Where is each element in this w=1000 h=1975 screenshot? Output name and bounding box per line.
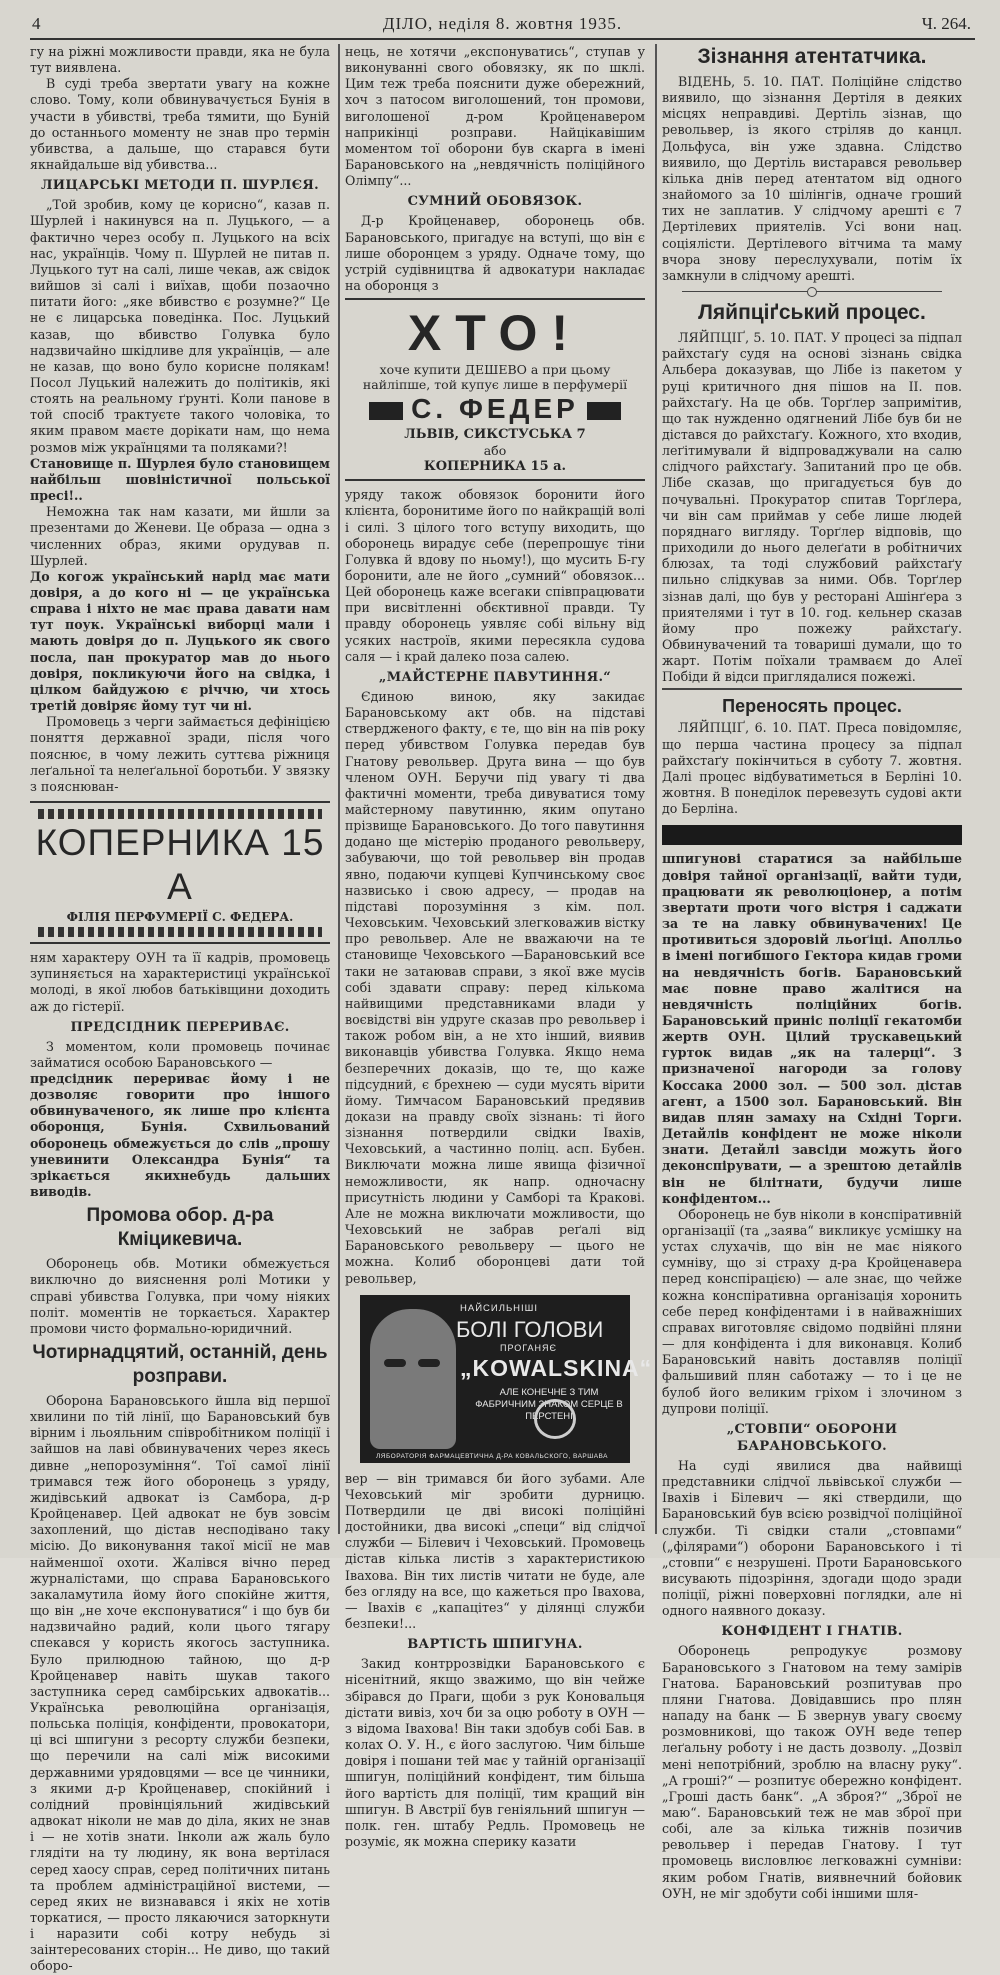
ad-text: АЛЕ КОНЕЧНЕ З ТИМ ФАБРИЧНИМ ЗНАКОМ СЕРЦЕ В ПЕРСТЕНІ — [475, 1386, 623, 1422]
column-1 — [30, 44, 330, 1974]
page-header — [30, 12, 975, 40]
paragraph: Оборонець репродукує розмову Барановського з Гнатовом на тему замірів Гнатова. Барановський розпитував про пляни Гнатова. Довідавшись про плян нападу на банк — Б звернув увагу своєму розмовникові, що також ОУН веде тепер леґальну роботу і не дасть дозволу. „Дозвіл мені непотрібний, зроблю на власну руку“. „А гроші?“ — розпитує обережно конфідент. „Гроші дасть банк“. „А зброя?“ „Зброї не маю“. Барановський теж не мав зброї при собі, але за кілька тижнів позичив револьвер і передав Гнатову. І тут промовець висловлює легковажні сумніви: яким робом Гнатів, виявнечний бойовик ОУН, не міг здобути собі іншими шля- — [662, 1643, 962, 1901]
article-heading: Переносять процес. — [722, 696, 902, 717]
advertisement-kowalskina — [360, 1295, 653, 1463]
column-3 — [662, 44, 962, 1901]
ad-address: КОПЕРНИКА 15 а. — [423, 459, 567, 475]
ad-text: ПРОГАНЯЄ — [500, 1342, 558, 1353]
black-bar-divider — [662, 825, 962, 845]
issue-number: Ч. 264. — [921, 14, 971, 33]
advertisement-kopernika — [30, 801, 330, 944]
page-number: 4 — [32, 14, 41, 33]
section-heading: СУМНИЙ ОБОВЯЗОК. — [407, 194, 583, 210]
section-heading: ВАРТІСТЬ ШПИГУНА. — [407, 1637, 583, 1653]
paragraph-bold: шпигунові старатися за найбільше довіря тайної організації, вайти туди, працювати як революціонер, а потім звертати проти чого вістря і саджати за те на лавку обвинувачених! Це противиться здоровій льоґіці. Аполльо в імені погибшого Гектора кидав громи на невдячність богів. Барановський має повне право жалітися на невдячність поліційних богів. Барановський приніс поліції гекатомби жертв ОУН. Цілий трускавецький гурток видав „як на талерці“. З призначеної нагороди за голову Коссака 2000 зол. — 500 зол. дістав агент, а 1500 зол. Барановський. Він видав плян замаху на Східні Торги. Детайлів конфідент не може ніколи знати. Детайлі завсіди можуть його деконспірувати, — а зрештою детайлів він не білітнати, будучи лише конфідентом... — [662, 851, 962, 1206]
paragraph: уряду також обовязок боронити його клієнта, боронитиме його по найкращій волі і силі. З цілого того вступу виходить, що оборонець вирадує себе (перепрошує тіни Голувка й вдову по ньому!), що мусить Б-гу боронити, але не його „сумний“ обовязок... Цей оборонець каже всегаки співпрацювати при висвітленні обєктивної правди. Ту правду оборонець уявляє собі вільну від усяких настроїв, якими пересякла судова саля — і край далеко поза салею. — [345, 487, 645, 664]
paragraph: нець, не хотячи „експонуватись“, ступав у виконуванні свого обовязку, як по шклі. Цим теж треба пояснити дуже обережний, хоч з патосом виголошений, тон промови, виголошеної д-ром Кройценавером наприкінці розправи. Найцікавішим моментом тої оборони був скарга в імені Барановського на „невдячність поліційного Олімпу“... — [345, 44, 645, 189]
ad-brand-name: С. ФЕДЕР — [411, 393, 579, 425]
column-2 — [345, 44, 653, 1849]
section-heading: „МАЙСТЕРНЕ ПАВУТИННЯ.“ — [378, 669, 612, 685]
section-heading: „СТОВПИ“ ОБОРОНИ БАРАНОВСЬКОГО. — [726, 1421, 898, 1454]
ad-headline: КОПЕРНИКА 15 А — [35, 822, 325, 908]
ad-subline: ФІЛІЯ ПЕРФУМЕРІЇ С. ФЕДЕРА. — [66, 910, 294, 925]
paragraph: З моментом, коли промовець починає займатися особою Барановського — — [30, 1038, 330, 1070]
ad-brand-name: „KOWALSKINA“ — [460, 1354, 653, 1381]
paragraph-bold: предсідник перериває йому і не дозволяє говорити про іншого обвинуваченого, як лише про клієнта оборонця, Бунія. Схвильований оборонець обмежується до слів „прошу уневинити Олександра Бунія“ та зрікається якихнебудь дальших виводів. — [30, 1070, 330, 1200]
paragraph-bold: До когож український нарід має мати довіря, а до кого ні — це українська справа і ніхто не має права давати нам тут поук. Українські виборці мали і мають довіря до п. Луцького як свого посла, пан прокуратор мав до нього довіря, покликуючи його на свідка, і цілком байдужою є річчю, чи хтось третій довіряє йому тут чи ні. — [30, 568, 330, 714]
ad-address: ЛЬВІВ, СИКСТУСЬКА 7 — [404, 427, 586, 443]
ad-brand — [345, 392, 645, 426]
paragraph-bold: Становище п. Шурлея було становищем найбільш шовіністичної польської пресі!.. — [30, 455, 330, 504]
section-heading: КОНФІДЕНТ І ГНАТІВ. — [721, 1624, 903, 1640]
paragraph: ВІДЕНЬ, 5. 10. ПАТ. Поліційне слідство виявило, що зізнання Дертіля в деяких місцях неправдиві. Дертіль зізнав, що револьвер, із якого стріляв до канцл. Дольфуса, він уже здавна. Слідство виявило, що Дертіль вистарався револьвер кілька днів перед атентатом від одного знайомого за 10 шілінгів, одначе гроший тих не заплатив. У слідчому арешті є 7 Дертілевих приятелів. Усі вони нац. соціялісти. Дертілевого вітчима та маму вчора знову переслухували, потім їх замкнули в слідчому арешті. — [662, 74, 962, 283]
paragraph: ЛЯЙПЦІҐ, 5. 10. ПАТ. У процесі за підпал райхстаґу судя на основі зізнань свідка Альбера доказував, що Лібе із пакетом у руці критичного дня пішов на ІІ. пов. райхстаґу. На це обв. Торґлер запримітив, що так нужденно одягнений Лібе був би не дістався до райхстаґу. Кожного, хто входив, леґітимували й відпроваджували на салю слідчого райхстаґу. Запитаний про це обв. Лібе сказав, що пригадується був до почувальні. Прокуратор спитав Торґлера, чи він сам приймав у себе лише людей поряднаго вигляду. Торґлер відповів, що приходили до нього делеґати в робітничих блюзах, та тоді службовий райхстаґу пильно слідкував за ними. Обв. Торґлер зізнав далі, що був у ресторані Ашінґера з приятелями і тут в 10. год. кельнер сказав йому про пожежу райхстаґу. Обвинувачений та товариші думали, що то жарт. Потім поїхали трамваєм до Алеї Побіди й відси приглядалися пожежі. — [662, 330, 962, 685]
paragraph: Закид контррозвідки Барановського є нісенітний, якщо зважимо, що він чейже збірався до Праги, щоби з рук Коновальця дістати вивіз, хоч би за оцю роботу в ОУН — з відома Івахова! Він таки здобув собі Бав. в колах О. У. Н., є його заслугою. Чим більше довіря і пошани тей має у тайній організації шпигун, поліційний конфідент, тим більша його вартість для поліції, тим кращий він шпигун. В Австрії був геніяльний шпигун — полк. ген. штабу Редль. Промовець не розуміє, як можна сперику казати — [345, 1656, 645, 1849]
ad-or: або — [483, 443, 507, 459]
ad-headline: БОЛІ ГОЛОВИ — [456, 1316, 604, 1342]
paragraph: вер — він тримався би його зубами. Але Чеховський міг зробити дурницю. Потвердили це дві високі поліційні достойники, два високі „специ“ від слідчої служби — Білевич і Чеховський. Промовець дістав кілька листів з характеристикою Івахова. Він тих листів читати не буде, але без огляду на все, що кажеться про Івахова, — Івахів є „капацітез“ у ділянці служби безпеки!... — [345, 1470, 645, 1632]
paragraph: ЛЯЙПЦІҐ, 6. 10. ПАТ. Преса повідомляє, що перша частина процесу за підпал райхстаґу покінчиться в суботу 7. жовтня. Далі процес відбуватиметься в Берліні 10. жовтня. В понеділок перевезуть судові акти до Берліна. — [662, 720, 962, 817]
ad-text: НАЙСИЛЬНІШІ — [460, 1302, 539, 1314]
ornament-separator — [682, 286, 942, 298]
ad-block-ornament — [587, 402, 621, 420]
paragraph: Промовець з черги займається дефініцією поняття державної зради, після чого пояснює, в чому лежить суттєва ріжниця леґальної та нелеґальної боротьби. У звязку з пояснюван- — [30, 714, 330, 794]
paragraph: Єдиною виною, яку закидає Барановському акт обв. на підставі ствердженого факту, є те, що він на пів року перед убивством Голувка передав був Гнатову револьвер. Друга вина — що був членом ОУН. Беручи під увагу ті два фактичні моменти, треба дивуватися тому майстерному павутинню, яким опутано прізвище Барановського. До того павутиння додано ще містерію проданого револьверу, забуваючи, що той револьвер він продав явно, подаючи купцеві Купчинському своє назвисько і свою адресу, — продав на підставі порозуміння з кім. пол. Чеховським. Чеховський злегковажив вістку про револьвер. Але не вважаючи на те становище Чеховського —Барановський все таки не затаював справи, з якої вже мусів собі здавати справу: перед кількома найвищими представниками влади у воєвідстві він удруге сказав про револьвер і також робом він, а не хто інший, виявив виконавців убивства Голувка. Якщо нема безперечних доказів, що те, що каже підсудний, є брехнею — суди мусять вірити йому. Тимчасом Барановський предявив докази на правду своїх зізнань: ті його зізнання потвердили свідки Івахів, Чеховський, а частинно поліц. асп. Бубен. Виключати можна лише явища фізичної неможливости, як напр. одночасну присутність людини у Самборі та Кракові. Але не можна виключати можливости, що Чеховський не забрав реґалі від Барановського револьверу — цього не можна. Колиб оборонцеві дати той револьвер, — [345, 688, 645, 1286]
article-heading: Чотирнадцятий, останній, день розправи. — [32, 1342, 328, 1387]
ad-headline: ХТО! — [407, 305, 583, 362]
ornament-border — [38, 927, 322, 937]
column-rule — [655, 44, 657, 1534]
ad-block-ornament — [369, 402, 403, 420]
paragraph: ням характеру ОУН та її кадрів, промовець зупиняється на характеристиці української молоді, в якої любов батьківщини доходить аж до гістерії. — [30, 950, 330, 1014]
divider — [662, 688, 962, 690]
article-heading: Ляйпціґський процес. — [698, 301, 926, 325]
ad-text: хоче купити ДЕШЕВО а при цьому найліпше, той купує лише в перфумерії — [362, 362, 628, 393]
article-heading: Зізнання атентатчика. — [697, 45, 927, 68]
column-rule — [338, 44, 340, 1534]
ad-footer: ЛЯБОРАТОРІЯ ФАРМАЦЕВТИЧНА Д-РА КОВАЛЬСКОГО, ВАРШАВА — [376, 1452, 609, 1460]
portrait-illustration — [370, 1309, 456, 1449]
paragraph: Оборонець обв. Мотики обмежується виключно до вияснення ролі Мотики у справі убивства Голувка, при чому ніяких політ. моментів не торкається. Характер промови чисто формально-юридичний. — [30, 1256, 330, 1336]
paragraph: В суді треба звертати увагу на кожне слово. Тому, коли обвинувачується Бунія в участи в убивстві, треба тямити, що Буній до останнього моменту не знав про термін убивства, а дальше, що старався бути якнайдальше від убивства... — [30, 76, 330, 173]
paragraph: Оборонець не був ніколи в конспіративній організації (та „заява“ викликує усмішку на устах слухачів, що він не має ніякого сумніву, що зі страху д-ра Кройценавера перед конспірацією) — але знає, що чейже кожна конспіративна організація хоронить себе перед конфідентами і в найважніших справах виготовляє свідомо подвійні пляни — для конфідента і для виконавця. Колиб Барановський навіть доставляв поліції фальшивий плян саботажу — то і це не булоб його великим гріхом і злочином з дупрови поліції. — [662, 1206, 962, 1416]
ornament-border — [38, 809, 322, 819]
article-heading: Промова обор. д-ра Кміцикевича. — [86, 1205, 274, 1251]
heart-ring-icon — [534, 1399, 576, 1439]
paragraph: Неможна так нам казати, ми йшли за презентами до Женеви. Це образа — одна з численних образ, якими орудував п. Шурлей. — [30, 504, 330, 568]
paragraph: гу на ріжні можливости правди, яка не була тут виявлена. — [30, 44, 330, 76]
masthead: ДІЛО, неділя 8. жовтня 1935. — [382, 14, 623, 33]
section-heading: ЛИЦАРСЬКІ МЕТОДИ П. ШУРЛЄЯ. — [41, 178, 319, 194]
paragraph: Д-р Кройценавер, оборонець обв. Барановського, пригадує на вступі, що він є лише оборонцем з уряду. Одначе тому, що устрій судівництва й адвокатури накладає на оборонця з — [345, 213, 645, 294]
section-heading: ПРЕДСІДНИК ПЕРЕРИВАЄ. — [70, 1019, 290, 1035]
paragraph: На суді явилися два найвищі представники слідчої львівської служби — Івахів і Білевич — які ствердили, що Барановський був всією розвідчої поліційної служби. Ті свідки стали „стовпами“ („філярами“) оборони Барановського і ті „стовпи“ є незрушені. Проти Барановського висувають підозріння, здогади щодо зради поліції, ріжні поверховні поглядки, але ні одного наявного доказу. — [662, 1457, 962, 1619]
paragraph: „Той зробив, кому це корисно“, казав п. Шурлей і накинувся на п. Луцького, — а фактично через особу п. Луцького на всіх нас, українців. Чому п. Шурлей не питав п. Луцького тут на салі, лише чекав, аж свідок вийшов зі салі і виїхав, щоби позаочно питати його: „яке вбивство є розумне?“ Це не є лицарська поведінка. Пос. Луцький казав, що вбивство Голувка було надзвичайно шкідливе для українців, — але не казав, що воно було корисне полякам! Посол Луцький належить до політиків, які стоять на реальному ґрунті. Коли панове в той спосіб трактуєте такого чоловіка, то яким правом маєте дорікати нам, що нема розмов між українцями та поляками?! — [30, 197, 330, 455]
paragraph: Оборона Барановського йшла від першої хвилини по тій лінії, що Барановський був вірним і льояльним співробітником поліції і зайшов на лаві обвинувачених через якесь дивне „непорозуміння“. Тої самої лінії тримався теж його оборонець з уряду, жидівський адвокат із Самбора, д-р Кройценавер. Цей адвокат не був зовсім захоплений, що дістав несподівано таку місію. До виконування такої місії не мав найменшої охоти. Жалівся вічно перед журналістами, що справа Барановського закаламутила йому його спокійне життя, що він „не хоче експонуватися“ і що був би надзвичайно радий, коли цього тягару спекався у користь якогось заступника. Було прилюдною тайною, що д-р Кройценавер навіть шукав такого заступника серед самбірських адвокатів... Українська революційна організація, польська поліція, конфіденти, провокатори, ці всі шпигуни з ресорту служби безпеки, що перечили на салі між високими державними урядовцями — все це чинники, з якими д-р Кройценавер, спокійний і солідний провінціяльний жидівський адвокат ніколи не мав до діла, яких не знав і — не хотів знати. Інколи аж жаль було глядіти на ту людину, як вона вертілася серед хаосу справ, серед політичних питань та проблем адміністраційної вистеми, — серед яких не визнавався і якіх не хотів торкатися, — просто лякаючися заторкнути і наразити собі котру небудь зі заінтересованих сторін... Не диво, що такий оборо- — [30, 1393, 330, 1974]
advertisement-feder — [345, 298, 645, 481]
